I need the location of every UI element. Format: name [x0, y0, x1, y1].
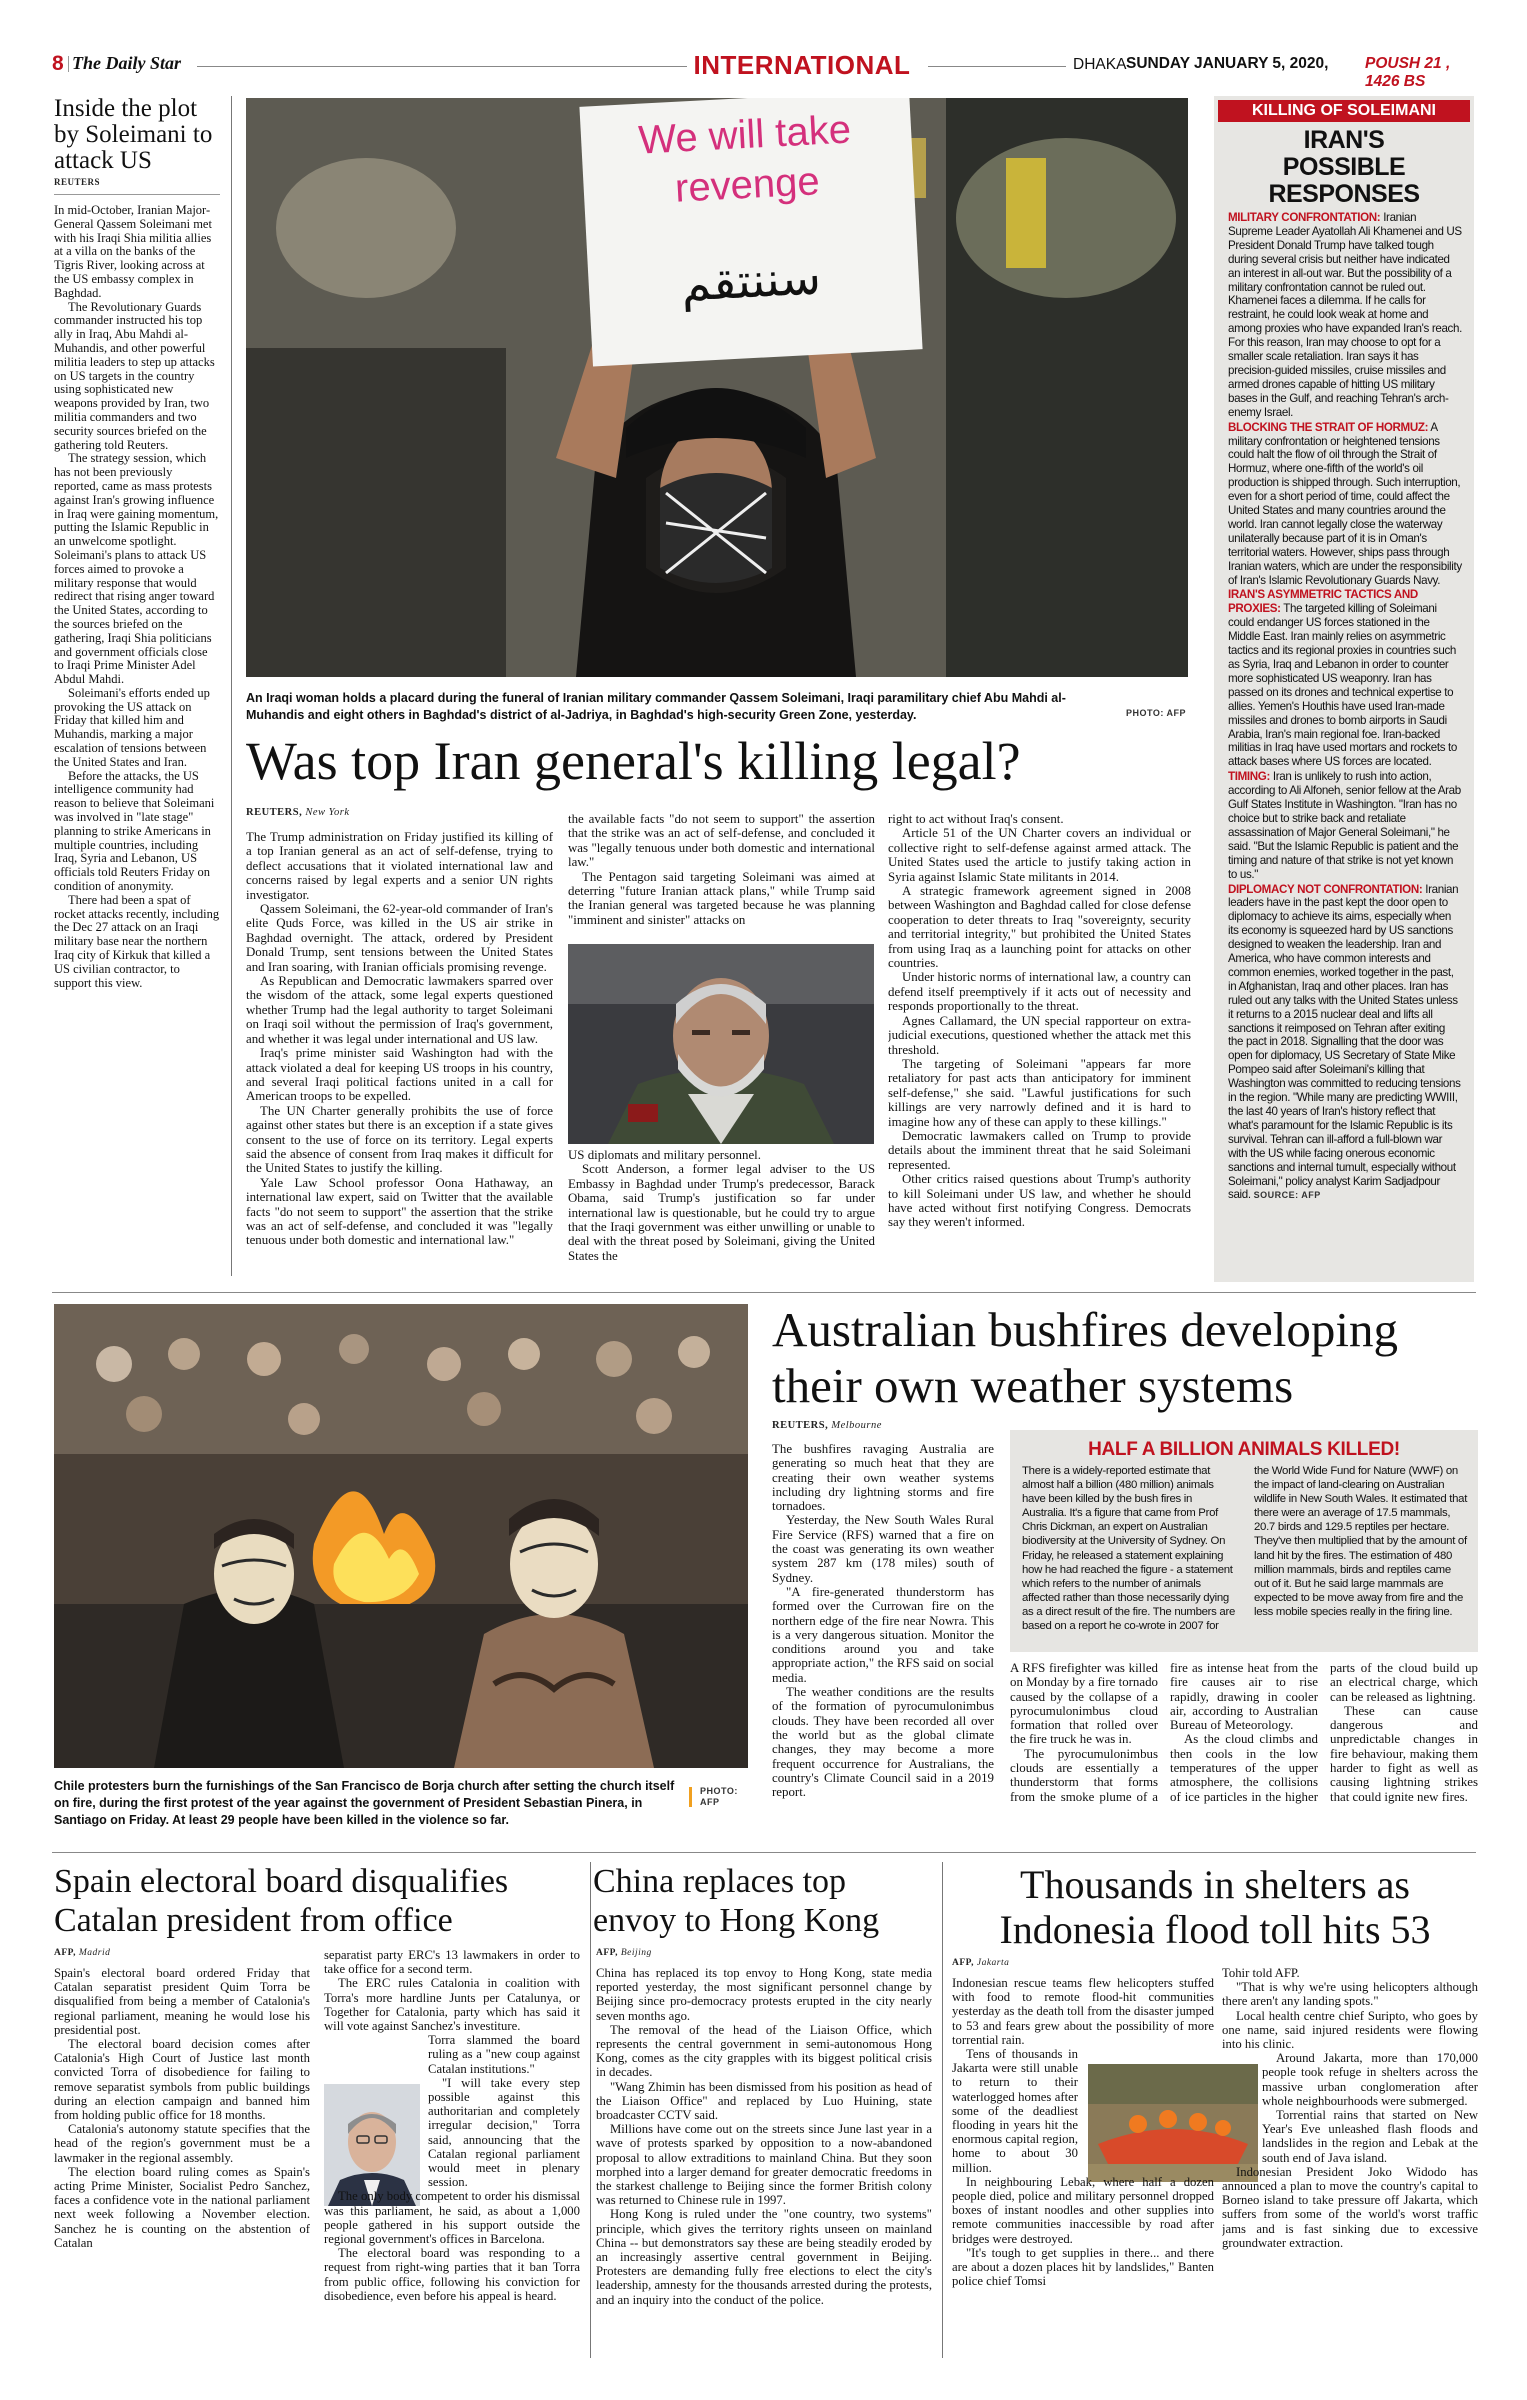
page-number: 8: [52, 52, 64, 75]
placard-arabic: سننتقم: [679, 249, 823, 313]
china-headline: China replaces top envoy to Hong Kong: [593, 1863, 880, 1939]
sidebar-item-text: Iranian leaders have in the past kept the door open to diplomacy to achieve its aims, especially when its economy is squeezed hard by US sanctions designed to weaken the leadership. Iran and America, who have common interests and common enemies, worked together in the past, in Afghanistan, Iraq and other places. Iran has ruled out any talks with the United States unless it returns to a 2015 nuclear deal and lifts all sanctions it reimposed on Tehran after exiting the pact in 2018. Signalling that the door was open for diplomacy, US Secretary of State Mike Pompeo said after Soleimani's killing that Washington was committed to reducing tensions in the region. "While many are predicting WWIII, the last 40 years of Iran's history reflect that what's paramount for the Islamic Republic is its survival. Tehran can ill-afford a full-blown war with the US while facing onerous economic sanctions and internal tumult, especially without Soleimani," policy analyst Karim Sadjadpour said.: [1228, 882, 1461, 1202]
paragraph: Torrential rains that started on New Year's Eve unleashed flash floods and landslides in the region and Lebak at the south end of Java island.: [1262, 2108, 1478, 2165]
masthead-rule-left: [197, 66, 687, 67]
byline-agency: AFP,: [54, 1948, 76, 1958]
soleimani-plot-headline: Inside the plot by Soleimani to attack US: [54, 95, 213, 174]
funeral-photo: [246, 98, 1188, 677]
animals-box-title: HALF A BILLION ANIMALS KILLED!: [1088, 1439, 1400, 1460]
legal-story-col-2-bottom: [568, 1148, 875, 1278]
byline-dateline: Beijing: [620, 1948, 652, 1958]
spain-col-1: [54, 1966, 310, 2356]
paragraph: Indonesian President Joko Widodo has announced a plan to move the country's capital to Borneo island to take pressure off Jakarta, which suffers from some of the world's worst traffic jams and is fast sinking due to excessive groundwater extraction.: [1222, 2164, 1478, 2250]
spain-headline: Spain electoral board disqualifies Catalan president from office: [54, 1863, 509, 1939]
funeral-photo-caption: An Iraqi woman holds a placard during the funeral of Iranian military commander Qassem Soleimani, Iraqi paramilitary chief Abu Mahdi al-Muhandis and eight others in Baghdad's district of al-Jadriya, in Baghdad's high-security Green Zone, yesterday.: [246, 691, 1066, 722]
byline-agency: REUTERS,: [246, 807, 303, 818]
paragraph: The ERC rules Catalonia in coalition with Torra's more hardline Junts per Catalunya, or Together for Catalonia, party which has said it will vote against Sanchez's investiture.: [324, 1976, 580, 2034]
sidebar-item-label: MILITARY CONFRONTATION:: [1228, 211, 1381, 224]
chile-photo-caption: Chile protesters burn the furnishings of the San Francisco de Borja church after setting the church itself on fire, during the first protest of the year against the government of President Sebastian Pinera, in Santiago on Friday. At least 29 people have been killed in the violence so far.: [54, 1779, 675, 1827]
sidebar-source: SOURCE: AFP: [1253, 1190, 1321, 1201]
paragraph: In neighbouring Lebak, where half a dozen people died, police and military personnel dropped boxes of instant noodles and other supplies into remote communities inaccessible by road after bridges were destroyed.: [952, 2174, 1214, 2246]
sidebar-body: [1214, 211, 1474, 1203]
column-rule: [590, 1862, 591, 2358]
paragraph: The weather conditions are the results of the formation of pyrocumulonimbus clouds. They have been recorded all over the world but as the global climate changes, they may become a more frequent occurrence for Australians, the country's Climate Council said in a 2019 report.: [772, 1685, 994, 1800]
section-rule: [52, 1292, 1476, 1293]
paragraph: Agnes Callamard, the UN special rapporteur on extra-judicial executions, questioned whether the attack met this threshold.: [888, 1013, 1191, 1057]
indonesia-col-2: [1222, 1966, 1478, 2358]
paragraph: The targeting of Soleimani "appears far more retaliatory for past acts than anticipatory for imminent self-defense," she said. "Lawful justifications for such killings are very narrowly defined and it is hard to imagine how any of these can apply to these killings.": [888, 1056, 1191, 1129]
soleimani-plot-rule: [54, 194, 220, 195]
paragraph: The Revolutionary Guards commander instructed his top ally in Iraq, Abu Mahdi al-Muhandis, and other powerful militia leaders to step up attacks on US targets in the country using sophisticated new weapons provided by Iran, two militia commanders and two security sources briefed on the gathering told Reuters.: [54, 299, 215, 452]
paragraph: The pyrocumulonimbus clouds are essentially a thunderstorm that forms from the smoke plume of a fire as intense heat from the fire causes air to rise rapidly, drawing in cooler air, according to Australian Bureau of Meteorology.: [1010, 1661, 1318, 1804]
soleimani-portrait-scene: [568, 944, 874, 1144]
paragraph: the available facts "do not seem to support" the assertion that the strike was an act of self-defense, and concluded it was "legally tenuous under both domestic and international law.": [568, 812, 875, 870]
bushfire-col-2-4: [1010, 1661, 1478, 1843]
paragraph: "A fire-generated thunderstorm has formed over the Currowan fire on the northern edge of the fire near Nowra. This is a very dangerous situation. Monitor the conditions around you and take appropriate action," the RFS said on social media.: [772, 1584, 994, 1685]
spain-byline: [54, 1948, 110, 1958]
paragraph: Democratic lawmakers called on Trump to provide details about the imminent threat that he said Soleimani represented.: [888, 1128, 1191, 1172]
paragraph: "I will take every step possible against this authoritarian and completely irregular decision," Torra said, announcing that the Catalan regional parliament would meet in plenary session.: [428, 2075, 580, 2190]
paragraph: China has replaced its top envoy to Hong Kong, state media reported yesterday, the most significant personnel change by Beijing since pro-democracy protests erupted in the city nearly seven months ago.: [596, 1966, 932, 2023]
paragraph: Other critics raised questions about Trump's authority to kill Soleimani under US law, and whether he should have acted without first notifying Congress. Democrats say they weren't informed.: [888, 1172, 1191, 1230]
paragraph: Before the attacks, the US intelligence community had reason to believe that Soleimani was involved in "late stage" planning to strike Americans in multiple countries, including Iraq, Syria and Lebanon, US officials told Reuters Friday on condition of anonymity.: [54, 768, 215, 894]
paragraph: "That is why we're using helicopters although there aren't any landing spots.": [1222, 1980, 1478, 2009]
paragraph: Indonesian rescue teams flew helicopters stuffed with food to remote flood-hit communities yesterday as the death toll from the disaster jumped to 53 and fears grew about the possibility of more torrential rain.: [952, 1976, 1214, 2047]
paragraph: Hong Kong is ruled under the "one country, two systems" principle, which gives the territory rights unseen on mainland China -- but demonstrators say these are being steadily eroded by an increasingly assertive central government in Beijing. Protesters are demanding fully free elections to elect the city's leadership, amnesty for the thousands arrested during the protests, and an inquiry into the conduct of the police.: [596, 2207, 932, 2307]
paragraph: Scott Anderson, a former legal adviser to the US Embassy in Baghdad under Trump's predecessor, Barack Obama, said Trump's justification so far under international law is questionable, but he could try to argue that the Iraqi government was either unwilling or unable to deal with the threat posed by Soleimani, giving the United States the: [568, 1162, 875, 1263]
byline-dateline: Madrid: [78, 1948, 111, 1958]
paragraph: There had been a spat of rocket attacks recently, including the Dec 27 attack on an Iraqi military base near the northern Iraq city of Kirkuk that killed a US civilian contractor, to support this view.: [54, 892, 220, 990]
paragraph: Around Jakarta, more than 170,000 people took refuge in shelters across the massive urban conglomeration after whole neighbourhoods were submerged.: [1262, 2051, 1478, 2108]
paragraph: The strategy session, which has not been previously reported, came as mass protests against Iran's growing influence in Iraq were gaining momentum, putting the Islamic Republic in an unwelcome spotlight. Soleimani's plans to attack US forces aimed to provoke a military response that would redirect that rising anger toward the United States, according to the sources briefed on the gathering, Iraqi Shia politicians and government officials close to Iraqi Prime Minister Adel Abdul Mahdi.: [54, 451, 219, 687]
china-body: [596, 1966, 932, 2358]
sidebar-item-label: TIMING:: [1228, 770, 1270, 784]
soleimani-sidebar: [1214, 96, 1474, 1282]
byline-agency: AFP,: [952, 1958, 974, 1968]
sidebar-item-text: Iran is unlikely to rush into action, according to Ali Alfoneh, senior fellow at the Arab Gulf States Institute in Washington. "Iran has no choice but to strike back and retaliate assassination of Major General Soleimani," he said. "But the Islamic Republic is patient and the timing and nature of that strike is not yet known to us.": [1228, 770, 1461, 881]
byline-dateline: Melbourne: [831, 1420, 882, 1431]
spain-col-2: [324, 1948, 580, 2358]
dateline-poush: POUSH 21 , 1426 BS: [1365, 55, 1451, 90]
sidebar-item-label: IRAN'S ASYMMETRIC TACTICS AND PROXIES:: [1228, 588, 1418, 616]
bushfire-byline: [772, 1420, 882, 1431]
paragraph: Tens of thousands in Jakarta were still unable to return to their waterlogged homes after some of the deadliest flooding in years hit the enormous capital region, home to about 30 million.: [952, 2047, 1078, 2175]
paragraph: A RFS firefighter was killed on Monday by a fire tornado caused by the collapse of a pyrocumulonimbus cloud formation that rolled over the fire truck he was in.: [1010, 1661, 1158, 1747]
animals-box-text: There is a widely-reported estimate that almost half a billion (480 million) animals have been killed by the bush fires in Australia. It's a figure that came from Prof Chris Dickman, an expert on Australian biodiversity at the University of Sydney. On Friday, he released a statement explaining how he had reached the figure - a statement which refers to the number of animals affected rather than those necessarily dying as a direct result of the fire. The numbers are based on a report he co-wrote in 2007 for the World Wide Fund for Nature (WWF) on the impact of land-clearing on Australian wildlife in New South Wales. It estimated that there were an average of 17.5 mammals, 20.7 birds and 129.5 reptiles per hectare. They've then multiplied that by the amount of land hit by the fires. The estimation of 480 million mammals, birds and reptiles came out of it. But he said large mammals are expected to be move away from fire and the less mobile species really in the firing line.: [1022, 1465, 1468, 1633]
soleimani-plot-byline: REUTERS: [54, 177, 101, 187]
bushfire-col-1: [772, 1442, 994, 1832]
sidebar-item: [1228, 770, 1462, 881]
column-rule: [942, 1862, 943, 2358]
dateline-date: SUNDAY JANUARY 5, 2020,: [1126, 55, 1329, 72]
paragraph: Torra slammed the board ruling as a "new coup against Catalan institutions.": [428, 2033, 580, 2076]
legal-story-col-1: [246, 830, 553, 1277]
paragraph: The removal of the head of the Liaison Office, which represents the central government in semi-autonomous Hong Kong, comes as the city grapples with its biggest political crisis in decades.: [596, 2022, 932, 2080]
masthead-rule-right: [928, 66, 1066, 67]
placard-english: We will take revenge: [637, 107, 853, 211]
paragraph: The electoral board decision comes after Catalonia's High Court of Justice last month convicted Torra of disobedience for failing to remove separatist symbols from public buildings during an election campaign and banned him from holding public office for 18 months.: [54, 2037, 310, 2123]
sidebar-item-label: DIPLOMACY NOT CONFRONTATION:: [1228, 882, 1423, 896]
paragraph: As the cloud climbs and then cools in the low temperatures of the upper atmosphere, the collisions of ice particles in the higher parts of the cloud build up an electrical charge, which can be released as lightning.: [1170, 1661, 1478, 1804]
paragraph: Article 51 of the UN Charter covers an individual or collective right to self-defense against armed attack. The United States used the article to justify taking action in Syria against Islamic State militants in 2014.: [888, 826, 1191, 884]
funeral-photo-credit: PHOTO: AFP: [1126, 708, 1187, 718]
soleimani-plot-body: [54, 204, 220, 1269]
sidebar-item-text: A military confrontation or heightened tensions could halt the flow of oil through the Strait of Hormuz, where one-fifth of the world's oil production is shipped through. Such interruption, even for a short period of time, could affect the United States and many countries around the world. Iran cannot legally close the waterway unilaterally because part of it is in Oman's territorial waters. However, ships pass through Iranian waters, which are under the responsibility of Iran's Islamic Revolutionary Guards Navy.: [1228, 420, 1462, 587]
byline-dateline: Jakarta: [976, 1958, 1010, 1968]
soleimani-portrait: [568, 944, 874, 1144]
paragraph: The Trump administration on Friday justified its killing of a top Iranian general as an act of self-defense, trying to deflect accusations that it violated international law and concerns raised by legal experts and a senior UN rights investigator.: [246, 830, 553, 902]
paragraph: Soleimani's efforts ended up provoking the US attack on Friday that killed him and Muhandis, marking a major escalation of tensions between the United States and Iran.: [54, 685, 210, 769]
paragraph: Spain's electoral board ordered Friday that Catalan separatist president Quim Torra be disqualified from being a member of Catalonia's regional parliament, meaning he would lose his presidential post.: [54, 1966, 310, 2037]
sidebar-item: [1228, 421, 1462, 588]
paragraph: The election board ruling comes as Spain's acting Prime Minister, Socialist Pedro Sanchez, faces a confidence vote in the national parliament next week following a November election. Sanchez he is counting on the abstention of Catalan: [54, 2164, 310, 2250]
paragraph: Yesterday, the New South Wales Rural Fire Service (RFS) warned that a fire on the coast was generating its own weather system 287 km (178 miles) south of Sydney.: [772, 1513, 994, 1585]
paragraph: Qassem Soleimani, the 62-year-old commander of Iran's elite Quds Force, was killed in the US air strike in Baghdad overnight. The attack, ordered by President Donald Trump, sent tensions between the United States and Iran soaring, with Iranian officials promising revenge.: [246, 902, 553, 974]
sidebar-item-text: Iranian Supreme Leader Ayatollah Ali Khamenei and US President Donald Trump have talked tough during several crisis but neither have indicated an interest in all-out war. But the possibility of a military confrontation cannot be ruled out. Khamenei faces a dilemma. If he calls for restraint, he could look weak at home and among proxies who have expanded Iran's reach. For this reason, Iran may choose to opt for a smaller scale retaliation. Iran says it has precision-guided missiles, cruise missiles and armed drones capable of hitting US military bases in the Gulf, and reaching Tehran's arch-enemy Israel.: [1228, 211, 1462, 419]
paragraph: Iraq's prime minister said Washington had with the attack violated a deal for keeping US troops in his country, and several Iraqi political factions united in a call for American troops to be expelled.: [246, 1046, 553, 1104]
sidebar-kicker: KILLING OF SOLEIMANI: [1218, 100, 1470, 122]
paragraph: Under historic norms of international law, a country can defend itself preemptively if it acts out of necessity and responds proportionally to the threat.: [888, 970, 1191, 1014]
paragraph: In mid-October, Iranian Major-General Qassem Soleimani met with his Iraqi Shia militia allies at a villa on the banks of the Tigris River, looking across at the US embassy complex in Baghdad.: [54, 204, 212, 300]
sidebar-item: [1228, 588, 1462, 769]
paragraph: Catalonia's autonomy statute specifies that the head of the region's government must be a lawmaker in the regional assembly.: [54, 2122, 310, 2165]
column-rule: [231, 96, 232, 1276]
chile-photo-credit: PHOTO: AFP: [700, 1786, 738, 1807]
dateline-city: DHAKA: [1073, 56, 1127, 73]
legal-story-col-3: [888, 812, 1191, 1278]
animals-box: [1010, 1430, 1478, 1652]
sidebar-item: [1228, 211, 1462, 420]
chile-protest-scene: [54, 1304, 748, 1768]
legal-story-col-2-top: [568, 812, 875, 940]
paragraph: Yale Law School professor Oona Hathaway, an international law expert, said on Twitter that the available facts "do not seem to support" the assertion that the strike was an act of self-defense, and concluded it was "legally tenuous under both domestic and international law.": [246, 1175, 553, 1248]
indonesia-headline: Thousands in shelters as Indonesia flood toll hits 53: [999, 1862, 1431, 1952]
paragraph: US diplomats and military personnel.: [568, 1148, 761, 1162]
paragraph: The only body competent to order his dismissal was this parliament, he said, as about a 1,000 people gathered in his support outside the regional government's offices in Barcelona.: [324, 2189, 580, 2247]
paragraph: Millions have come out on the streets since June last year in a wave of protests sparked by opposition to a now-abandoned proposal to allow extraditions to mainland China. But they soon morphed into a larger demand for greater democratic freedoms in the starkest challenge to Beijing since the former British colony was returned to Chinese rule in 1997.: [596, 2122, 932, 2208]
legal-story-byline: [246, 807, 350, 818]
chile-protest-photo: [54, 1304, 748, 1768]
paragraph: right to act without Iraq's consent.: [888, 812, 1064, 826]
paragraph: A strategic framework agreement signed in 2008 between Washington and Baghdad called for close defense cooperation to deter threats to Iraq "sovereignty, security and territorial integrity," but prohibited the United States from using Iraq as a launching point for attacks on other countries.: [888, 884, 1191, 971]
china-byline: [596, 1948, 652, 1958]
section-title: INTERNATIONAL: [693, 50, 911, 80]
masthead-divider: [68, 56, 69, 72]
paragraph: These can cause dangerous and unpredictable changes in fire behaviour, making them harder to fight as well as causing lightning strikes that could ignite new fires.: [1330, 1703, 1478, 1804]
sidebar-item-label: BLOCKING THE STRAIT OF HORMUZ:: [1228, 420, 1429, 434]
paragraph: As Republican and Democratic lawmakers sparred over the wisdom of the attack, some legal experts questioned whether Trump had the legal authority to target Soleimani on Iraqi soil without the permission of Iraq's government, and whether it was legal under international and US law.: [246, 974, 553, 1046]
soleimani-plot-article: [54, 96, 220, 1276]
sidebar-item-text: The targeted killing of Soleimani could endanger US forces stationed in the Middle East. Iran mainly relies on asymmetric tactics and its regional proxies in countries such as Syria, Iraq and Lebanon in order to counter more sophisticated US weaponry. Iran has passed on its drones and technical expertise to allies. Yemen's Houthis have used Iran-made missiles and drones to bomb airports in Saudi Arabia, Iran's main regional foe. Iran-backed militias in Iraq have used mortars and rockets to attack bases where US forces are located.: [1228, 602, 1458, 769]
legal-story-headline: Was top Iran general's killing legal?: [246, 731, 1021, 791]
section-rule-bottom: [52, 1852, 1476, 1853]
indonesia-col-1: [952, 1976, 1214, 2358]
paragraph: Tohir told AFP.: [1222, 1966, 1300, 1980]
masthead: [52, 50, 1476, 90]
byline-agency: AFP,: [596, 1948, 618, 1958]
paragraph: The bushfires ravaging Australia are generating so much heat that they are creating their own weather systems including dry lightning storms and fire tornadoes.: [772, 1442, 994, 1514]
chile-credit-marker: [689, 1787, 692, 1807]
paragraph: "It's tough to get supplies in there... and there are about a dozen places hit by landslides," Banten police chief Tomsi: [952, 2245, 1214, 2289]
paragraph: Local health centre chief Suripto, who goes by one name, said injured residents were flowing into his clinic.: [1222, 2008, 1478, 2052]
indonesia-byline: [952, 1958, 1009, 1968]
paper-logo: The Daily Star: [72, 53, 182, 73]
sidebar-title: IRAN'S POSSIBLE RESPONSES: [1268, 126, 1420, 208]
paragraph: The electoral board was responding to a request from right-wing parties that it ban Torra from public office, following his conviction for disobedience, even before his appeal is heard.: [324, 2246, 580, 2303]
byline-agency: REUTERS,: [772, 1420, 829, 1431]
paragraph: The Pentagon said targeting Soleimani was aimed at deterring "future Iranian attack plans," while Trump said the Iranian general was targeted because he was planning "imminent and sinister" attacks on: [568, 869, 875, 927]
paragraph: separatist party ERC's 13 lawmakers in order to take office for a second term.: [324, 1948, 580, 1977]
bushfire-headline: Australian bushfires developing their own weather systems: [772, 1302, 1398, 1413]
paragraph: "Wang Zhimin has been dismissed from his position as head of the Liaison Office" and replaced by Luo Huining, state broadcaster CCTV said.: [596, 2079, 932, 2123]
sidebar-item: [1228, 883, 1462, 1204]
byline-dateline: New York: [305, 807, 350, 818]
paragraph: The UN Charter generally prohibits the use of force against other states but there is an exception if a state gives consent to the use of force on its territory. Legal experts said the absence of consent from Iraq makes it difficult for the United States to justify the killing.: [246, 1103, 553, 1176]
